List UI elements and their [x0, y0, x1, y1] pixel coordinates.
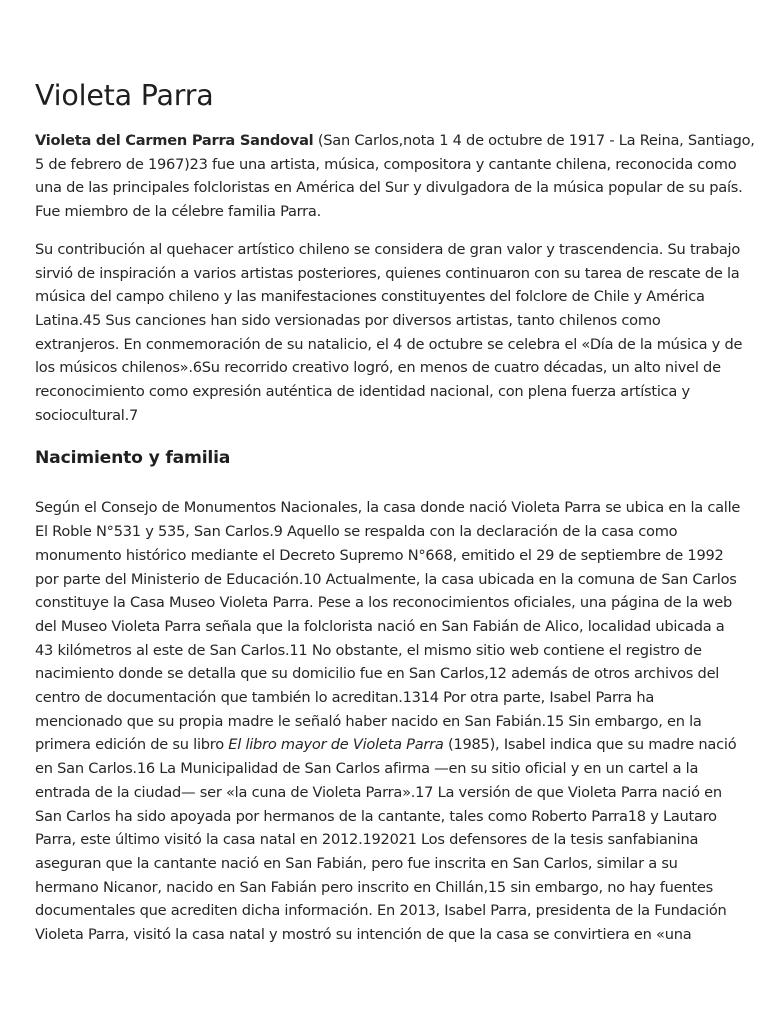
contribution-line: reconocimiento como expresión auténtica de identidad nacional, con plena fuerza artística y	[35, 383, 690, 401]
birth-line-post: (1985), Isabel indica que su madre nació	[443, 736, 737, 754]
contribution-line: extranjeros. En conmemoración de su natalicio, el 4 de octubre se celebra el «Día de la música y de	[35, 335, 743, 353]
birth-line: en San Carlos.16 La Municipalidad de San Carlos afirma —en su sitio oficial y en un cartel a la	[35, 760, 699, 778]
intro-line: 5 de febrero de 1967)23 fue una artista, música, compositora y cantante chilena, reconocida como	[35, 155, 737, 173]
birth-line: aseguran que la cantante nació en San Fabián, pero fue inscrita en San Carlos, similar a su	[35, 854, 678, 872]
intro-line: Fue miembro de la célebre familia Parra.	[35, 203, 322, 221]
birth-line: hermano Nicanor, nacido en San Fabián pero inscrito en Chillán,15 sin embargo, no hay fuentes	[35, 878, 713, 896]
page-title: Violeta Parra	[35, 79, 214, 112]
birth-line: Violeta Parra, visitó la casa natal y mostró su intención de que la casa se convirtiera en «una	[35, 926, 692, 944]
birth-line: centro de documentación que también lo acreditan.1314 Por otra parte, Isabel Parra ha	[35, 689, 655, 707]
contribution-paragraph	[35, 238, 743, 428]
document-page	[35, 76, 755, 961]
birth-line	[35, 733, 737, 757]
birth-line: por parte del Ministerio de Educación.10 Actualmente, la casa ubicada en la comuna de San Carlos	[35, 570, 737, 588]
birth-line: entrada de la ciudad— ser «la cuna de Violeta Parra».17 La versión de que Violeta Parra nació en	[35, 783, 722, 801]
birth-line: del Museo Violeta Parra señala que la folclorista nació en San Fabián de Alico, localidad ubicada a	[35, 617, 725, 635]
intro-line	[35, 129, 755, 153]
contribution-line: sociocultural.7	[35, 406, 139, 424]
subject-full-name: Violeta del Carmen Parra Sandoval	[35, 132, 314, 149]
birth-paragraph	[35, 496, 741, 946]
birth-line: documentales que acrediten dicha información. En 2013, Isabel Parra, presidenta de la Fundación	[35, 902, 727, 920]
birth-line: mencionado que su propia madre le señaló haber nacido en San Fabián.15 Sin embargo, en la	[35, 712, 702, 730]
birth-line: 43 kilómetros al este de San Carlos.11 No obstante, el mismo sitio web contiene el registro de	[35, 641, 702, 659]
birth-line: constituye la Casa Museo Violeta Parra. Pese a los reconocimientos oficiales, una página de la web	[35, 594, 733, 612]
book-title: El libro mayor de Violeta Parra	[228, 736, 444, 754]
contribution-line: los músicos chilenos».6Su recorrido creativo logró, en menos de cuatro décadas, un alto nivel de	[35, 359, 721, 377]
section-heading-birth: Nacimiento y familia	[35, 448, 231, 469]
contribution-line: Latina.45 Sus canciones han sido versionadas por diversos artistas, tanto chilenos como	[35, 311, 661, 329]
birth-line: monumento histórico mediante el Decreto Supremo N°668, emitido el 29 de septiembre de 1992	[35, 546, 724, 564]
birth-line: El Roble N°531 y 535, San Carlos.9 Aquello se respalda con la declaración de la casa como	[35, 523, 678, 541]
contribution-line: Su contribución al quehacer artístico chileno se considera de gran valor y trascendencia. Su trabajo	[35, 240, 741, 258]
intro-paragraph	[35, 129, 755, 224]
birth-line-pre: primera edición de su libro	[35, 736, 229, 754]
intro-line-rest: (San Carlos,nota 1 4 de octubre de 1917 - La Reina, Santiago,	[313, 132, 755, 149]
contribution-line: música del campo chileno y las manifestaciones constituyentes del folclore de Chile y América	[35, 288, 705, 306]
birth-line: nacimiento donde se detalla que su domicilio fue en San Carlos,12 además de otros archivos del	[35, 665, 720, 683]
contribution-line: sirvió de inspiración a varios artistas posteriores, quienes continuaron con su tarea de rescate de la	[35, 264, 740, 282]
intro-line: una de las principales folcloristas en América del Sur y divulgadora de la música popular de su país.	[35, 179, 743, 197]
birth-line: Parra, este último visitó la casa natal en 2012.192021 Los defensores de la tesis sanfabianina	[35, 831, 699, 849]
birth-line: Según el Consejo de Monumentos Nacionales, la casa donde nació Violeta Parra se ubica en la calle	[35, 499, 741, 517]
birth-line: San Carlos ha sido apoyada por hermanos de la cantante, tales como Roberto Parra18 y Lautaro	[35, 807, 717, 825]
